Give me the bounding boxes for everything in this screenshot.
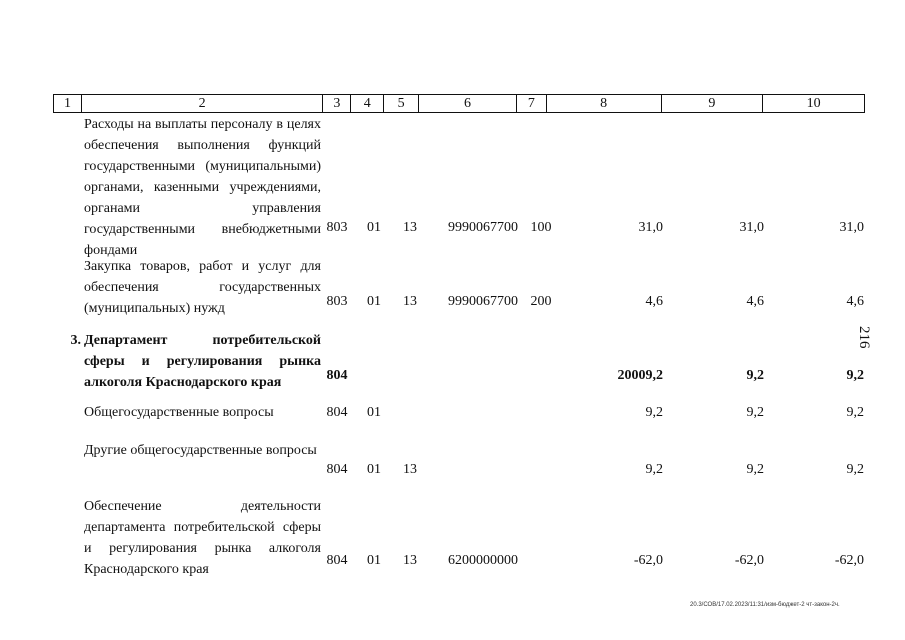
row-pr: 13 xyxy=(403,553,417,568)
row-rz: 01 xyxy=(367,462,381,477)
row-sum-1: 9,2 xyxy=(645,462,663,477)
page-number: 216 xyxy=(856,326,872,349)
row-grbs: 804 xyxy=(326,405,348,420)
footer-stamp: 20.3/СОВ/17.02.2023/11:31/изм-бюджет-2 чт-закон-2ч. xyxy=(690,602,840,608)
col-4: 4 xyxy=(351,95,384,112)
row-name: Департамент потребительской сферы и регулирования рынка алкоголя Краснодарского края xyxy=(84,333,321,390)
row-vr: 200 xyxy=(530,294,552,309)
table-row xyxy=(53,114,865,258)
row-sum-1: -62,0 xyxy=(633,553,663,568)
row-rz: 01 xyxy=(367,405,381,420)
column-number-header xyxy=(53,94,865,113)
row-sum-3: 9,2 xyxy=(846,405,864,420)
row-pr: 13 xyxy=(403,294,417,309)
col-10: 10 xyxy=(806,96,821,111)
row-csr: 9990067700 xyxy=(448,294,518,309)
row-csr: 9990067700 xyxy=(448,220,518,235)
row-sum-2: -62,0 xyxy=(734,553,764,568)
row-vr: 100 xyxy=(530,220,552,235)
table-row xyxy=(53,330,865,393)
row-pr: 13 xyxy=(403,220,417,235)
table-row xyxy=(53,496,865,580)
col-1: 1 xyxy=(54,95,82,112)
col-6: 6 xyxy=(419,95,517,112)
row-sum-1: 9,2 xyxy=(645,405,663,420)
row-sum-1: 4,6 xyxy=(645,294,663,309)
row-sum-2: 31,0 xyxy=(739,220,764,235)
row-sum-3: -62,0 xyxy=(834,553,864,568)
col-7: 7 xyxy=(517,95,547,112)
row-rz: 01 xyxy=(367,294,381,309)
row-sum-2: 9,2 xyxy=(746,405,764,420)
row-grbs: 803 xyxy=(326,294,348,309)
row-sum-2: 4,6 xyxy=(746,294,764,309)
row-name: Общегосударственные вопросы xyxy=(84,405,274,420)
row-name: Расходы на выплаты персоналу в целях обеспечения выполнения функций государственными (муниципальными) органами, казенными учреждениями, органами управления государственными внебюджетными фондами xyxy=(84,117,321,258)
col-2: 2 xyxy=(82,95,323,112)
row-sum-3: 31,0 xyxy=(839,220,864,235)
row-sum-1: 20009,2 xyxy=(617,368,663,383)
row-grbs: 804 xyxy=(326,462,348,477)
col-5: 5 xyxy=(384,95,419,112)
row-name: Закупка товаров, работ и услуг для обеспечения государственных (муниципальных) нужд xyxy=(84,259,321,316)
row-rz: 01 xyxy=(367,553,381,568)
col-3: 3 xyxy=(323,95,351,112)
col-9: 9 xyxy=(662,95,764,112)
table-row xyxy=(53,256,865,319)
row-grbs: 804 xyxy=(326,553,348,568)
row-sum-3: 9,2 xyxy=(846,462,864,477)
row-sum-3: 9,2 xyxy=(846,368,864,383)
row-pr: 13 xyxy=(403,462,417,477)
col-8: 8 xyxy=(547,95,662,112)
row-sum-1: 31,0 xyxy=(638,220,663,235)
row-sum-2: 9,2 xyxy=(746,368,764,383)
row-name: Другие общегосударственные вопросы xyxy=(84,443,317,458)
row-grbs: 804 xyxy=(326,368,348,383)
table-row xyxy=(53,402,865,423)
row-csr: 6200000000 xyxy=(448,553,518,568)
table-row xyxy=(53,440,865,482)
row-sum-2: 9,2 xyxy=(746,462,764,477)
row-grbs: 803 xyxy=(326,220,348,235)
row-name: Обеспечение деятельности департамента потребительской сферы и регулирования рынка алкоголя Краснодарского края xyxy=(84,499,321,577)
row-number: 3. xyxy=(70,333,81,348)
row-sum-3: 4,6 xyxy=(846,294,864,309)
row-rz: 01 xyxy=(367,220,381,235)
